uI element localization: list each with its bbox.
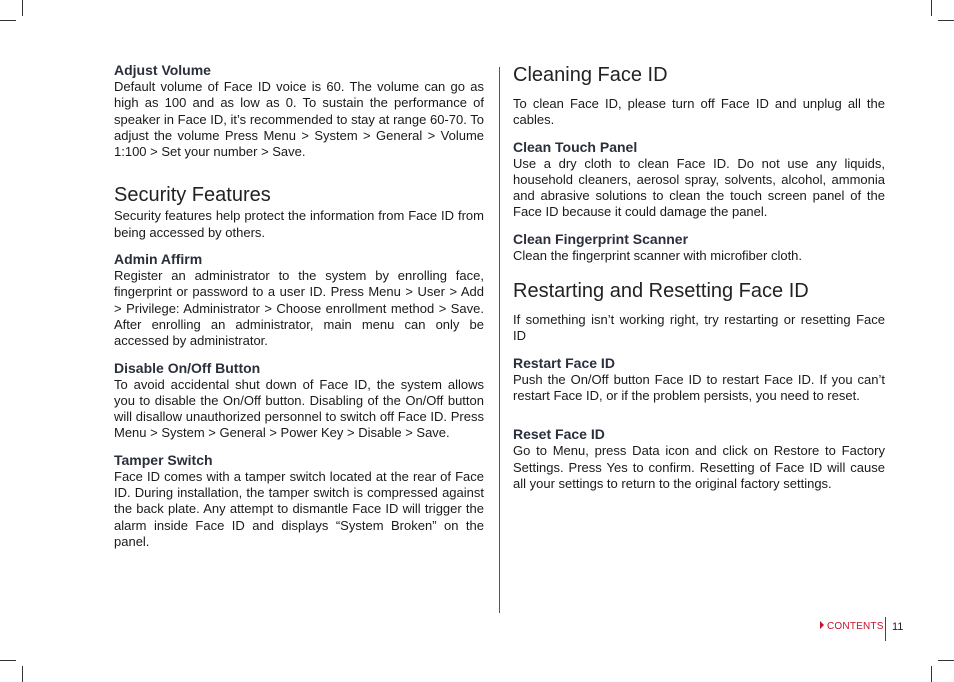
disable-onoff-text: To avoid accidental shut down of Face ID, the system allows you to disable the On/Off button. Disabling of the On/Off button will disallow unauthorized personnel to switch off Face ID. Press Menu > System > General > Power Key > Disable > Save. bbox=[114, 376, 484, 441]
reset-heading: Reset Face ID bbox=[513, 426, 605, 443]
crop-mark bbox=[931, 0, 932, 16]
crop-mark bbox=[0, 660, 16, 661]
crop-mark bbox=[938, 20, 954, 21]
cleaning-intro: To clean Face ID, please turn off Face ID and unplug all the cables. bbox=[513, 96, 885, 128]
page-number: 11 bbox=[892, 621, 904, 633]
disable-onoff-heading: Disable On/Off Button bbox=[114, 359, 261, 376]
crop-mark bbox=[22, 0, 23, 16]
crop-mark bbox=[0, 20, 16, 21]
clean-fingerprint-text: Clean the fingerprint scanner with microfiber cloth. bbox=[513, 247, 803, 263]
left-column bbox=[114, 62, 484, 550]
security-features-title: Security Features bbox=[114, 184, 271, 207]
cleaning-title: Cleaning Face ID bbox=[513, 64, 668, 86]
tamper-switch-text: Face ID comes with a tamper switch located at the rear of Face ID. During installation, the tamper switch is compressed against the back plate. Any attempt to dismantle Face ID will trigger the alarm inside Face ID and displays “System Broken” on the panel. bbox=[114, 468, 484, 549]
crop-mark bbox=[22, 666, 23, 682]
arrow-right-icon bbox=[820, 621, 824, 629]
restarting-title: Restarting and Resetting Face ID bbox=[513, 280, 809, 303]
crop-mark bbox=[938, 660, 954, 661]
tamper-switch-heading: Tamper Switch bbox=[114, 451, 213, 468]
adjust-volume-heading: Adjust Volume bbox=[114, 62, 211, 78]
clean-fingerprint-heading: Clean Fingerprint Scanner bbox=[513, 230, 689, 247]
crop-mark bbox=[931, 666, 932, 682]
admin-affirm-heading: Admin Affirm bbox=[114, 251, 203, 268]
column-divider bbox=[499, 67, 500, 613]
footer-divider bbox=[885, 617, 886, 641]
adjust-volume-text: Default volume of Face ID voice is 60. The volume can go as high as 100 and as low as 0. To sustain the performance of speaker in Face ID, it’s recommended to stay at range 60-70. To adjust the volume Press Menu > System > General > Volume 1:100 > Set your number > Save. bbox=[114, 79, 484, 160]
restart-heading: Restart Face ID bbox=[513, 354, 615, 371]
contents-label: CONTENTS bbox=[827, 621, 884, 632]
right-column bbox=[513, 62, 885, 492]
restarting-intro: If something isn’t working right, try restarting or resetting Face ID bbox=[513, 312, 885, 344]
restart-text: Push the On/Off button Face ID to restart Face ID. If you can’t restart Face ID, or if the problem persists, you need to reset. bbox=[513, 371, 885, 403]
admin-affirm-text: Register an administrator to the system by enrolling face, fingerprint or password to a user ID. Press Menu > User > Add > Privilege: Administrator > Choose enrollment method > Save. After enrolling an administrator, main menu can only be accessed by administrator. bbox=[114, 268, 484, 349]
clean-touch-heading: Clean Touch Panel bbox=[513, 138, 638, 155]
contents-link[interactable] bbox=[820, 621, 884, 632]
reset-text: Go to Menu, press Data icon and click on Restore to Factory Settings. Press Yes to confirm. Resetting of Face ID will cause all your settings to return to the original factory settings. bbox=[513, 443, 885, 491]
security-features-intro: Security features help protect the information from Face ID from being accessed by others. bbox=[114, 208, 484, 240]
clean-touch-text: Use a dry cloth to clean Face ID. Do not use any liquids, household cleaners, aerosol spray, solvents, alcohol, ammonia and abrasive solutions to clean the touch screen panel of the Face ID because it could damage the panel. bbox=[513, 155, 885, 220]
